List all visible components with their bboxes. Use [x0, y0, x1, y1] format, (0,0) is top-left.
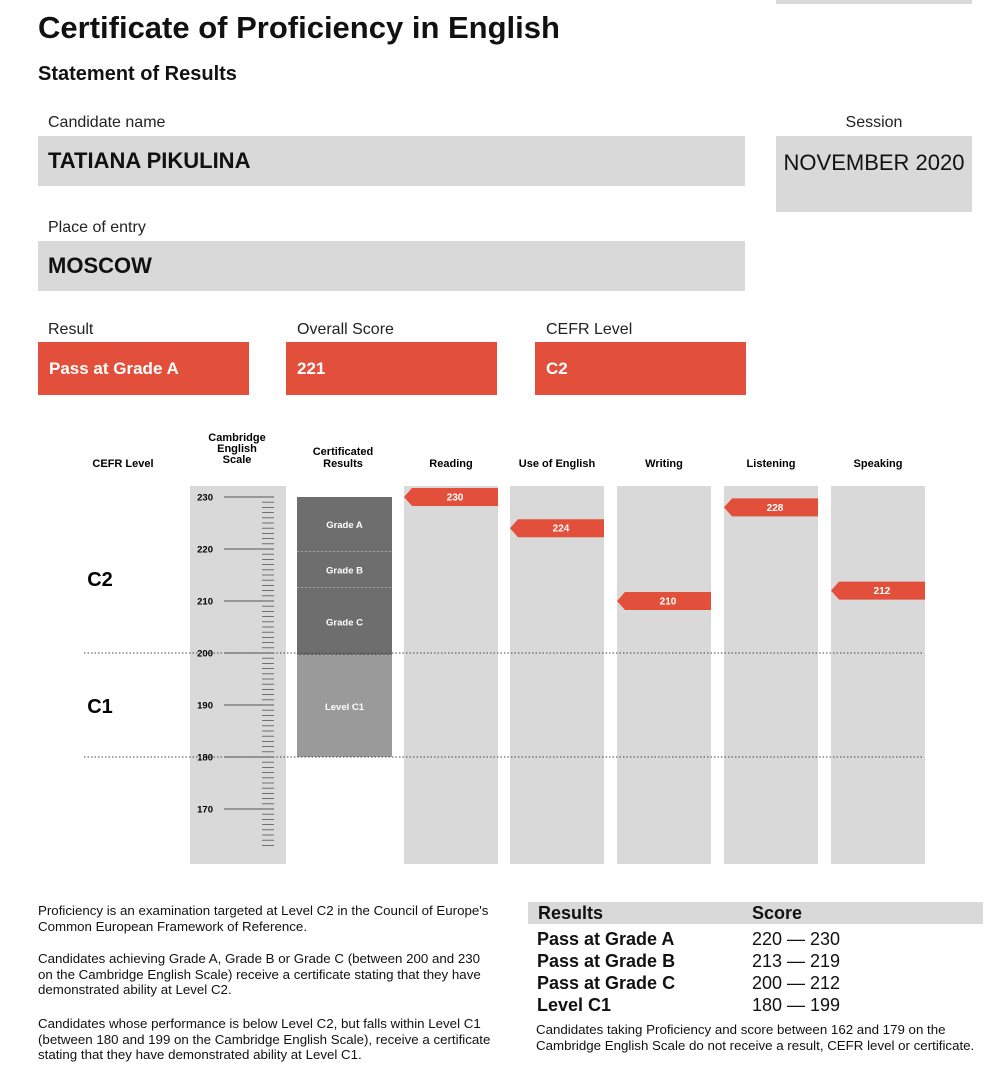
score-flag-label: 230 — [446, 492, 464, 504]
results-col-header: Results — [538, 903, 604, 923]
scale-header-line: Cambridge — [208, 432, 266, 444]
session-value: NOVEMBER 2020 — [783, 150, 965, 175]
results-note: Candidates taking Proficiency and score between 162 and 179 on the Cambridge English Scale do not receive a result, CEFR level or certificate. — [536, 1022, 975, 1053]
result-label: Result — [48, 321, 94, 338]
skill-header: Writing — [645, 458, 683, 470]
grade-band-label: Level C1 — [324, 701, 365, 713]
table-row-result: Level C1 — [537, 995, 612, 1015]
overall-score-label: Overall Score — [297, 321, 394, 338]
table-row-result: Pass at Grade B — [537, 951, 676, 971]
candidate-name-value: TATIANA PIKULINA — [48, 148, 251, 173]
skill-header: Use of English — [518, 458, 596, 470]
session-label: Session — [845, 114, 903, 131]
skill-header: Listening — [746, 458, 796, 470]
grade-band-label: Grade C — [326, 617, 363, 629]
cefr-level-header: CEFR Level — [92, 458, 154, 470]
certificated-header-line: Certificated — [312, 446, 374, 458]
score-flag-label: 224 — [552, 523, 570, 535]
cefr-level-label: C2 — [87, 569, 113, 591]
scale-header-line: English — [217, 443, 257, 455]
cefr-level-label: CEFR Level — [546, 321, 633, 338]
grade-band-label: Grade A — [326, 519, 363, 531]
table-row-score: 180 — 199 — [752, 995, 841, 1015]
skill-header: Reading — [429, 458, 473, 470]
score-col-header: Score — [752, 903, 803, 923]
score-flag-label: 212 — [873, 586, 891, 598]
scale-header-line: Scale — [222, 454, 252, 466]
skill-column — [724, 486, 818, 864]
candidate-name-label: Candidate name — [48, 114, 166, 131]
scale-tick-label: 220 — [197, 544, 213, 556]
info-paragraph-1: Proficiency is an examination targeted at Level C2 in the Council of Europe's Common European Framework of Reference. — [38, 903, 489, 934]
place-of-entry-label: Place of entry — [48, 219, 146, 236]
scale-tick-label: 190 — [197, 700, 213, 712]
score-flag-label: 228 — [766, 502, 784, 514]
table-row-score: 200 — 212 — [752, 973, 841, 993]
overall-score-value: 221 — [286, 342, 497, 395]
skill-column — [617, 486, 711, 864]
scale-tick-label: 170 — [197, 804, 213, 816]
scale-tick-label: 230 — [197, 492, 213, 504]
score-flag-label: 210 — [659, 596, 677, 608]
place-of-entry-value: MOSCOW — [48, 253, 152, 278]
skill-header: Speaking — [853, 458, 903, 470]
certificated-header-line: Results — [323, 458, 363, 470]
cefr-level-value: C2 — [535, 342, 746, 395]
table-row-result: Pass at Grade C — [537, 973, 676, 993]
result-value: Pass at Grade A — [38, 342, 249, 395]
scale-tick-label: 210 — [197, 596, 213, 608]
table-row-result: Pass at Grade A — [537, 929, 675, 949]
info-paragraph-2: Candidates achieving Grade A, Grade B or Grade C (between 200 and 230 on the Cambridge English Scale) receive a certificate stating that they have demonstrated ability at Level C2. — [38, 951, 481, 998]
skill-column — [831, 486, 925, 864]
skill-column — [510, 486, 604, 864]
scale-tick-label: 180 — [197, 752, 213, 764]
page-subtitle: Statement of Results — [38, 63, 237, 85]
skill-column — [404, 486, 498, 864]
grade-band-label: Grade B — [326, 565, 363, 577]
cefr-level-label: C1 — [87, 696, 113, 718]
page-title: Certificate of Proficiency in English — [38, 10, 560, 45]
table-row-score: 213 — 219 — [752, 951, 841, 971]
table-row-score: 220 — 230 — [752, 929, 841, 949]
scale-tick-label: 200 — [197, 648, 213, 660]
info-paragraph-3: Candidates whose performance is below Level C2, but falls within Level C1 (between 180 and 199 on the Cambridge English Scale), receive a certificate stating that they have demonstrated ability at Level C1. — [38, 1016, 491, 1063]
